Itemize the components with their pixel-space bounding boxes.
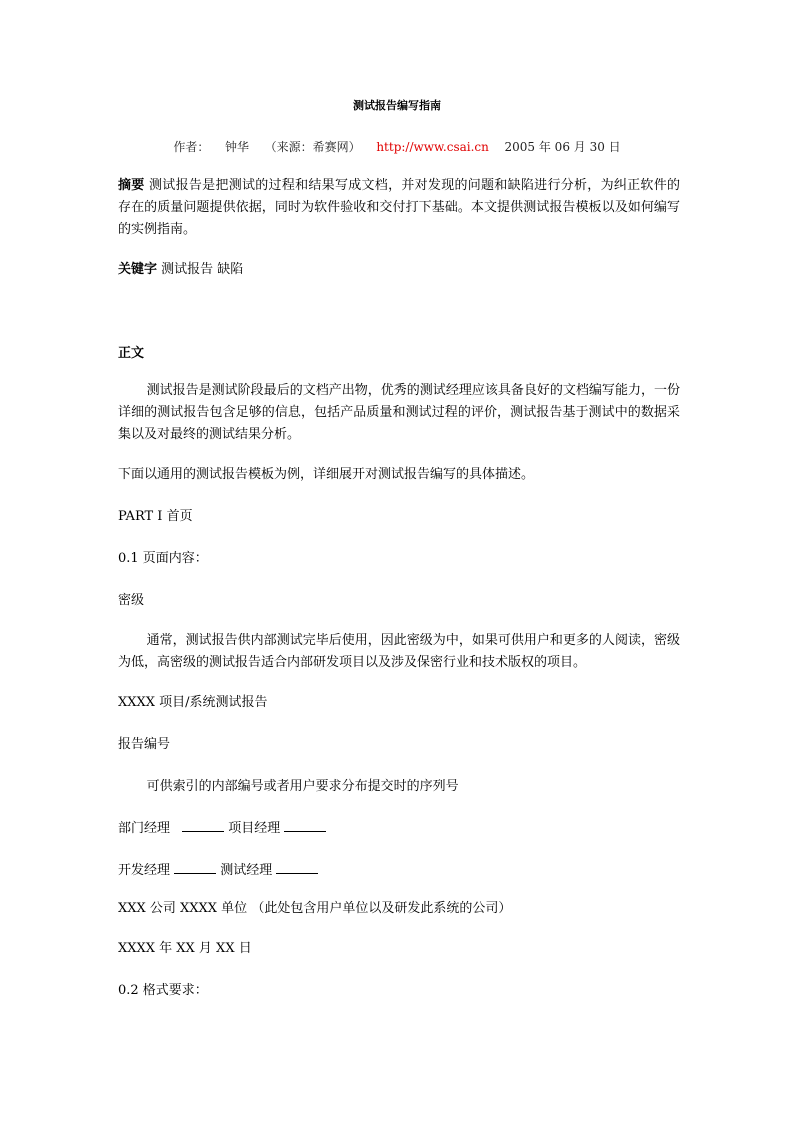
secret-level-heading: 密级	[118, 593, 145, 608]
part1-heading: PART Ⅰ 首页	[118, 509, 193, 524]
intro-paragraph: 测试报告是测试阶段最后的文档产出物，优秀的测试经理应该具备良好的文档编写能力，一份详细的测试报告包含足够的信息，包括产品质量和测试过程的评价，测试报告基于测试中的数据采集以及对最终的测试结果分析。	[118, 383, 680, 442]
report-title-line: XXXX 项目/系统测试报告	[118, 695, 268, 710]
signature-line-1	[118, 818, 326, 840]
signature-line-2	[118, 860, 318, 882]
date-line: XXXX 年 XX 月 XX 日	[118, 941, 252, 956]
secret-level-paragraph: 通常，测试报告供内部测试完毕后使用，因此密级为中，如果可供用户和更多的人阅读，密级为低，高密级的测试报告适合内部研发项目以及涉及保密行业和技术版权的项目。	[118, 633, 680, 670]
keywords-label: 关键字	[118, 262, 158, 277]
body-heading: 正文	[118, 346, 145, 361]
dev-manager-blank	[174, 861, 216, 874]
dept-manager-blank	[182, 819, 224, 832]
test-manager-blank	[276, 861, 318, 874]
keywords-text: 测试报告 缺陷	[161, 262, 244, 277]
project-manager-label: 项目经理	[228, 821, 281, 836]
author-name: 钟华	[224, 140, 249, 154]
dev-manager-label: 开发经理	[118, 863, 171, 878]
abstract-label: 摘要	[118, 178, 145, 193]
project-manager-blank	[284, 819, 326, 832]
source-link[interactable]: http://www.csai.cn	[376, 140, 489, 154]
keywords-line	[118, 259, 243, 281]
intro-paragraph-2: 下面以通用的测试报告模板为例，详细展开对测试报告编写的具体描述。	[118, 467, 535, 482]
abstract-text: 测试报告是把测试的过程和结果写成文档，并对发现的问题和缺陷进行分析，为纠正软件的存在的质量问题提供依据，同时为软件验收和交付打下基础。本文提供测试报告模板以及如何编写的实例指南。	[118, 178, 680, 237]
document-title: 测试报告编写指南	[353, 99, 441, 112]
abstract-paragraph	[118, 175, 680, 241]
section-0-1-heading: 0.1 页面内容：	[118, 551, 208, 566]
dept-manager-label: 部门经理	[118, 821, 171, 836]
author-label: 作者：	[173, 140, 210, 154]
report-number-text: 可供索引的内部编号或者用户要求分布提交时的序列号	[146, 779, 459, 794]
test-manager-label: 测试经理	[220, 863, 273, 878]
publish-date: 2005 年 06 月 30 日	[504, 140, 621, 154]
report-number-heading: 报告编号	[118, 737, 171, 752]
section-0-2-heading: 0.2 格式要求：	[118, 983, 208, 998]
source-text: （来源：希赛网）	[264, 140, 361, 154]
company-line: XXX 公司 XXXX 单位 （此处包含用户单位以及研发此系统的公司）	[118, 901, 512, 916]
byline	[0, 138, 794, 155]
